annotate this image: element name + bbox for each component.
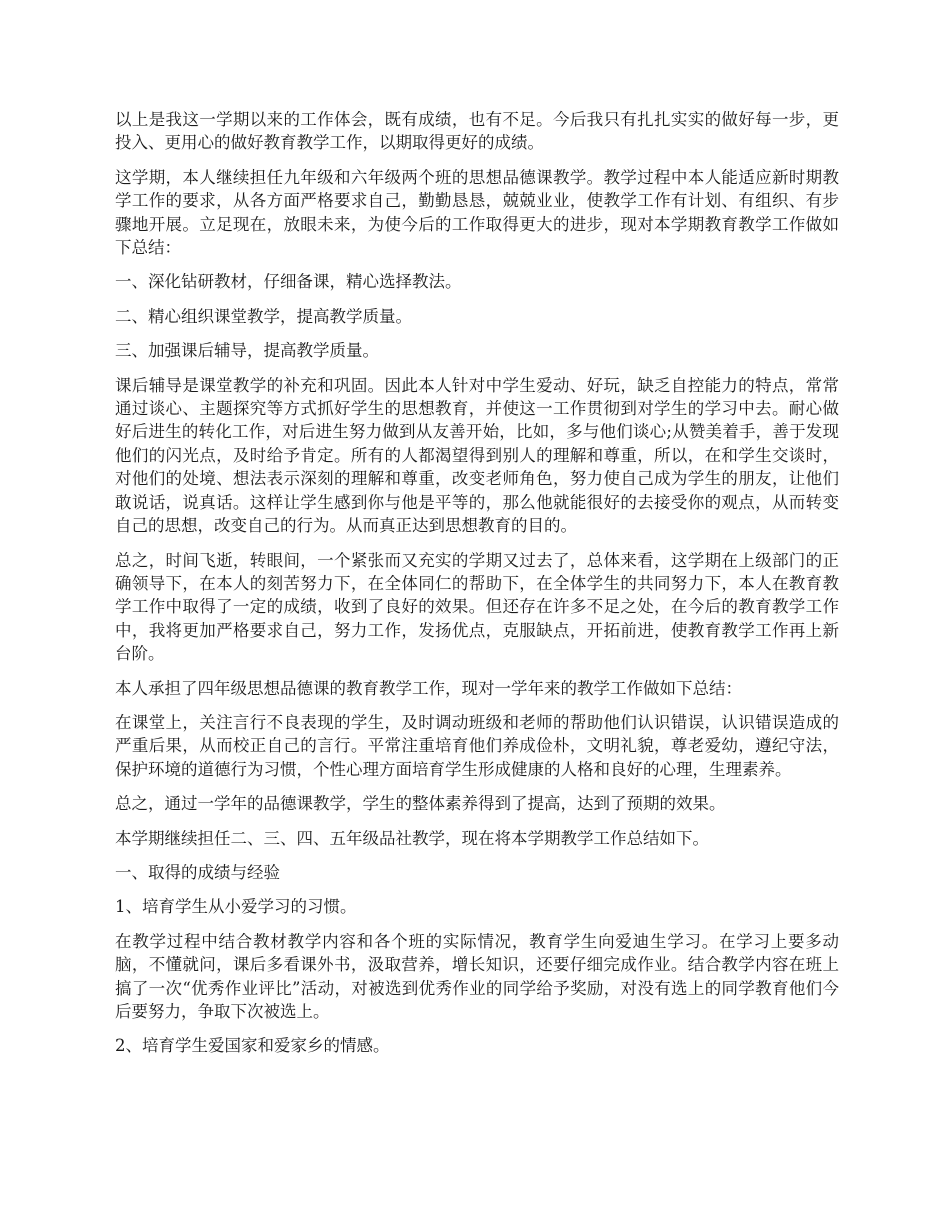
paragraph-summary-2: 总之，通过一学年的品德课教学，学生的整体素养得到了提高，达到了预期的效果。 xyxy=(115,794,726,814)
paragraph-summary: 总之，时间飞逝，转眼间，一个紧张而又充实的学期又过去了，总体来看，这学期在上级部门的正确领导下，在本人的刻苦努力下，在全体同仁的帮助下，在全体学生的共同努力下，本人在教育教学工作中取得了一定的成绩，收到了良好的效果。但还存在许多不足之处，在今后的教育教学工作中，我将更加严格要求自己，努力工作，发扬优点，克服缺点，开拓前进，使教育教学工作再上新台阶。 xyxy=(115,550,839,664)
paragraph-2: 这学期，本人继续担任九年级和六年级两个班的思想品德课教学。教学过程中本人能适应新时期教学工作的要求，从各方面严格要求自己，勤勤恳恳，兢兢业业，使教学工作有计划、有组织、有步骤地开展。立足现在，放眼未来，为使今后的工作取得更大的进步，现对本学期教育教学工作做如下总结： xyxy=(115,167,839,258)
document-page xyxy=(115,108,839,1069)
section-heading-achievements: 一、取得的成绩与经验 xyxy=(115,862,280,882)
section-heading-3: 三、加强课后辅导，提高教学质量。 xyxy=(115,341,379,361)
section-heading-2: 二、精心组织课堂教学，提高教学质量。 xyxy=(115,306,412,326)
paragraph-grade-four: 本人承担了四年级思想品德课的教育教学工作，现对一学年来的教学工作做如下总结： xyxy=(115,678,742,698)
subheading-2: 2、培育学生爱国家和爱家乡的情感。 xyxy=(115,1036,390,1056)
subheading-1: 1、培育学生从小爱学习的习惯。 xyxy=(115,897,357,917)
paragraph-semester: 本学期继续担任二、三、四、五年级品社教学，现在将本学期教学工作总结如下。 xyxy=(115,828,709,848)
paragraph-classroom: 在课堂上，关注言行不良表现的学生，及时调动班级和老师的帮助他们认识错误，认识错误造成的严重后果，从而校正自己的言行。平常注重培育他们养成俭朴，文明礼貌，尊老爱幼，遵纪守法，保护环境的道德行为习惯，个性心理方面培育学生形成健康的人格和良好的心理，生理素养。 xyxy=(115,712,839,779)
paragraph-1: 以上是我这一学期以来的工作体会，既有成绩，也有不足。今后我只有扎扎实实的做好每一步，更投入、更用心的做好教育教学工作，以期取得更好的成绩。 xyxy=(115,110,839,153)
paragraph-study-habits: 在教学过程中结合教材教学内容和各个班的实际情况，教育学生向爱迪生学习。在学习上要多动脑，不懂就问，课后多看课外书，汲取营养，增长知识，还要仔细完成作业。结合教学内容在班上搞了一次“优秀作业评比”活动，对被选到优秀作业的同学给予奖励，对没有选上的同学教育他们今后要努力，争取下次被选上。 xyxy=(115,931,839,1021)
paragraph-tutoring: 课后辅导是课堂教学的补充和巩固。因此本人针对中学生爱动、好玩，缺乏自控能力的特点，常常通过谈心、主题探究等方式抓好学生的思想教育，并使这一工作贯彻到对学生的学习中去。耐心做好后进生的转化工作，对后进生努力做到从友善开始，比如，多与他们谈心;从赞美着手，善于发现他们的闪光点，及时给予肯定。所有的人都渴望得到别人的理解和尊重，所以，在和学生交谈时，对他们的处境、想法表示深刻的理解和尊重，改变老师角色，努力使自己成为学生的朋友，让他们敢说话，说真话。这样让学生感到你与他是平等的，那么他就能很好的去接受你的观点，从而转变自己的思想，改变自己的行为。从而真正达到思想教育的目的。 xyxy=(115,375,839,536)
section-heading-1: 一、深化钻研教材，仔细备课，精心选择教法。 xyxy=(115,272,462,292)
